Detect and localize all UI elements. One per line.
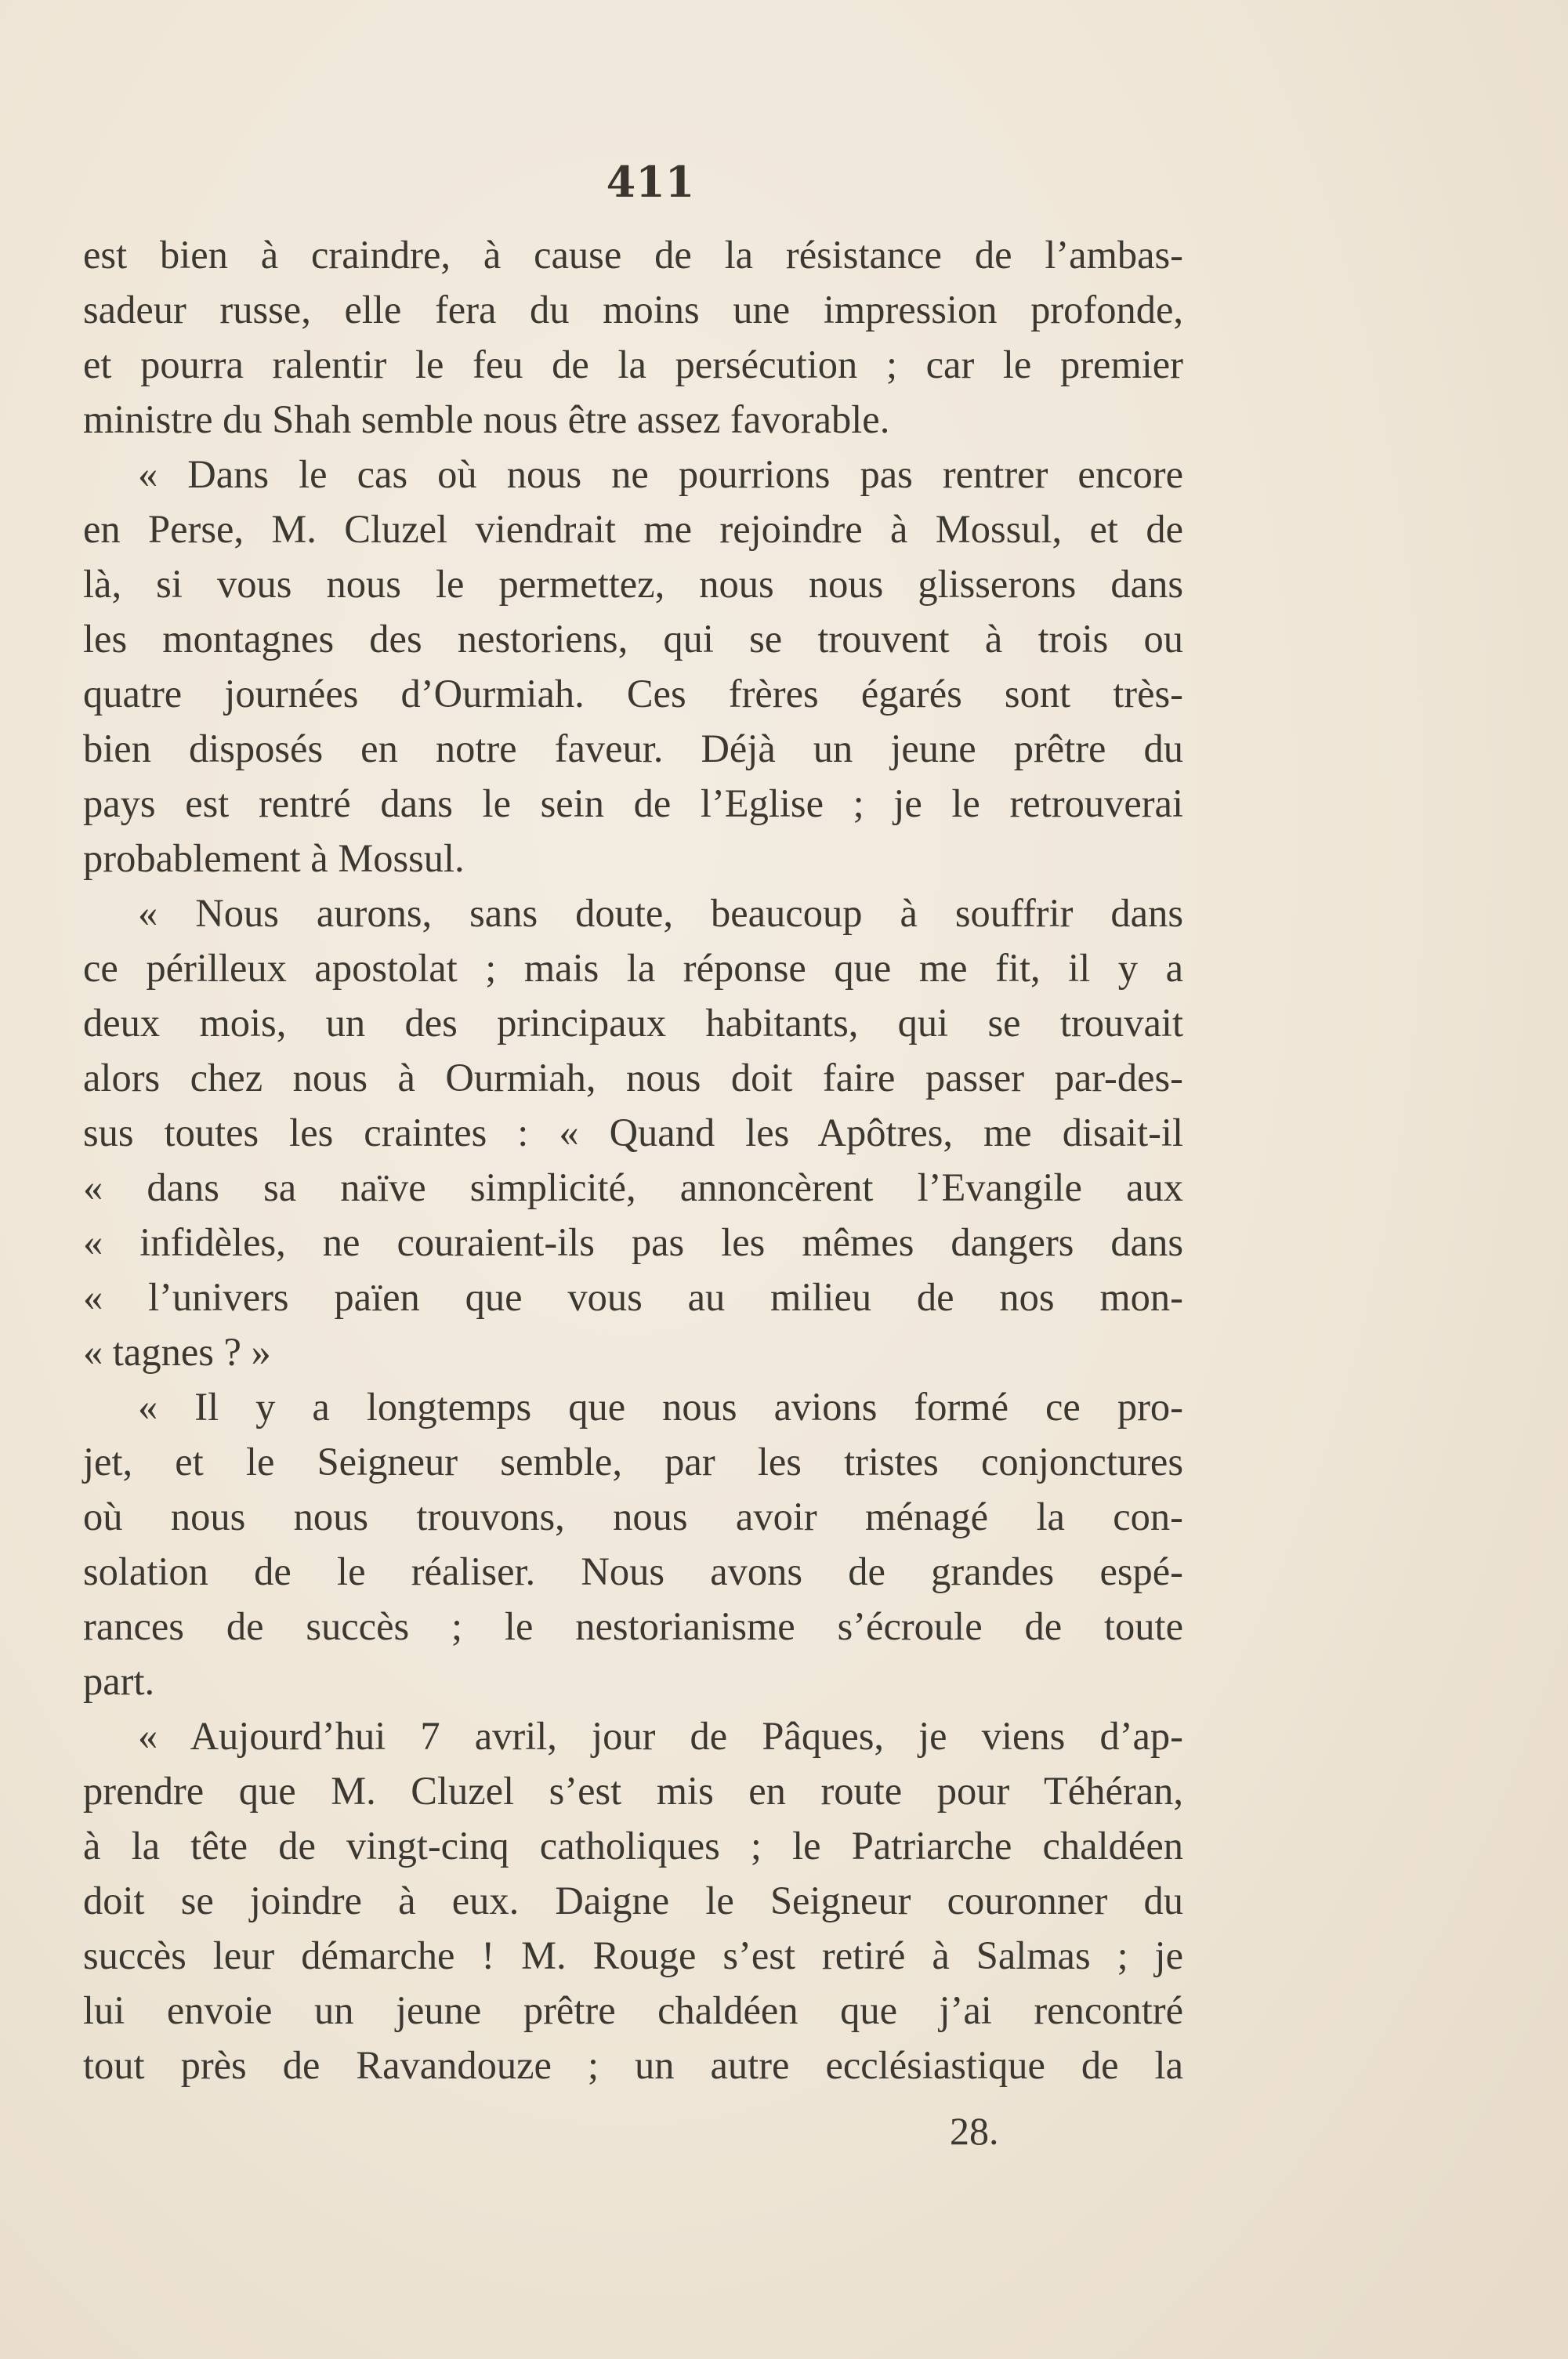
signature-mark: 28. — [950, 2109, 999, 2153]
text-line: les montagnes des nestoriens, qui se trouvent à trois ou — [83, 617, 1183, 661]
text-line: probablement à Mossul. — [83, 836, 465, 880]
text-line: et pourra ralentir le feu de la persécution ; car le premier — [83, 342, 1183, 386]
text-line: pays est rentré dans le sein de l’Eglise ; je le retrouverai — [83, 781, 1183, 825]
text-line: sadeur russe, elle fera du moins une impression profonde, — [83, 288, 1183, 332]
text-line: en Perse, M. Cluzel viendrait me rejoindre à Mossul, et de — [83, 507, 1183, 551]
text-line: quatre journées d’Ourmiah. Ces frères égarés sont très- — [83, 672, 1183, 716]
text-line: rances de succès ; le nestorianisme s’écroule de toute — [83, 1604, 1183, 1648]
text-line: alors chez nous à Ourmiah, nous doit faire passer par-des- — [83, 1056, 1183, 1100]
paragraph-start-line: « Aujourd’hui 7 avril, jour de Pâques, je viens d’ap- — [138, 1714, 1183, 1758]
text-line: « l’univers païen que vous au milieu de nos mon- — [83, 1275, 1183, 1319]
text-line: là, si vous nous le permettez, nous nous glisserons dans — [83, 562, 1183, 606]
page-number: 411 — [606, 157, 695, 207]
text-line: tout près de Ravandouze ; un autre ecclésiastique de la — [83, 2043, 1183, 2087]
text-line: lui envoie un jeune prêtre chaldéen que j’ai rencontré — [83, 1988, 1183, 2032]
text-line: où nous nous trouvons, nous avoir ménagé la con- — [83, 1495, 1183, 1538]
text-line: « dans sa naïve simplicité, annoncèrent l’Evangile aux — [83, 1165, 1183, 1209]
paragraph-start-line: « Nous aurons, sans doute, beaucoup à souffrir dans — [138, 891, 1183, 935]
paragraph-start-line: « Dans le cas où nous ne pourrions pas rentrer encore — [138, 452, 1183, 496]
text-line: « infidèles, ne couraient-ils pas les mêmes dangers dans — [83, 1220, 1183, 1264]
text-line: jet, et le Seigneur semble, par les tristes conjonctures — [83, 1440, 1183, 1484]
text-line: est bien à craindre, à cause de la résistance de l’ambas- — [83, 233, 1183, 277]
text-line: solation de le réaliser. Nous avons de grandes espé- — [83, 1549, 1183, 1593]
text-line: deux mois, un des principaux habitants, qui se trouvait — [83, 1001, 1183, 1045]
text-line: succès leur démarche ! M. Rouge s’est retiré à Salmas ; je — [83, 1933, 1183, 1977]
text-line: sus toutes les craintes : « Quand les Apôtres, me disait-il — [83, 1111, 1183, 1154]
paragraph-start-line: « Il y a longtemps que nous avions formé ce pro- — [138, 1385, 1183, 1429]
text-line: ministre du Shah semble nous être assez favorable. — [83, 397, 890, 441]
body-text — [83, 227, 1183, 2093]
text-line: à la tête de vingt-cinq catholiques ; le Patriarche chaldéen — [83, 1824, 1183, 1868]
text-line: bien disposés en notre faveur. Déjà un jeune prêtre du — [83, 727, 1183, 770]
text-line: prendre que M. Cluzel s’est mis en route pour Téhéran, — [83, 1769, 1183, 1813]
text-line: doit se joindre à eux. Daigne le Seigneur couronner du — [83, 1879, 1183, 1922]
text-line: ce périlleux apostolat ; mais la réponse que me fit, il y a — [83, 946, 1183, 990]
text-line: part. — [83, 1659, 155, 1703]
text-line: « tagnes ? » — [83, 1330, 271, 1374]
